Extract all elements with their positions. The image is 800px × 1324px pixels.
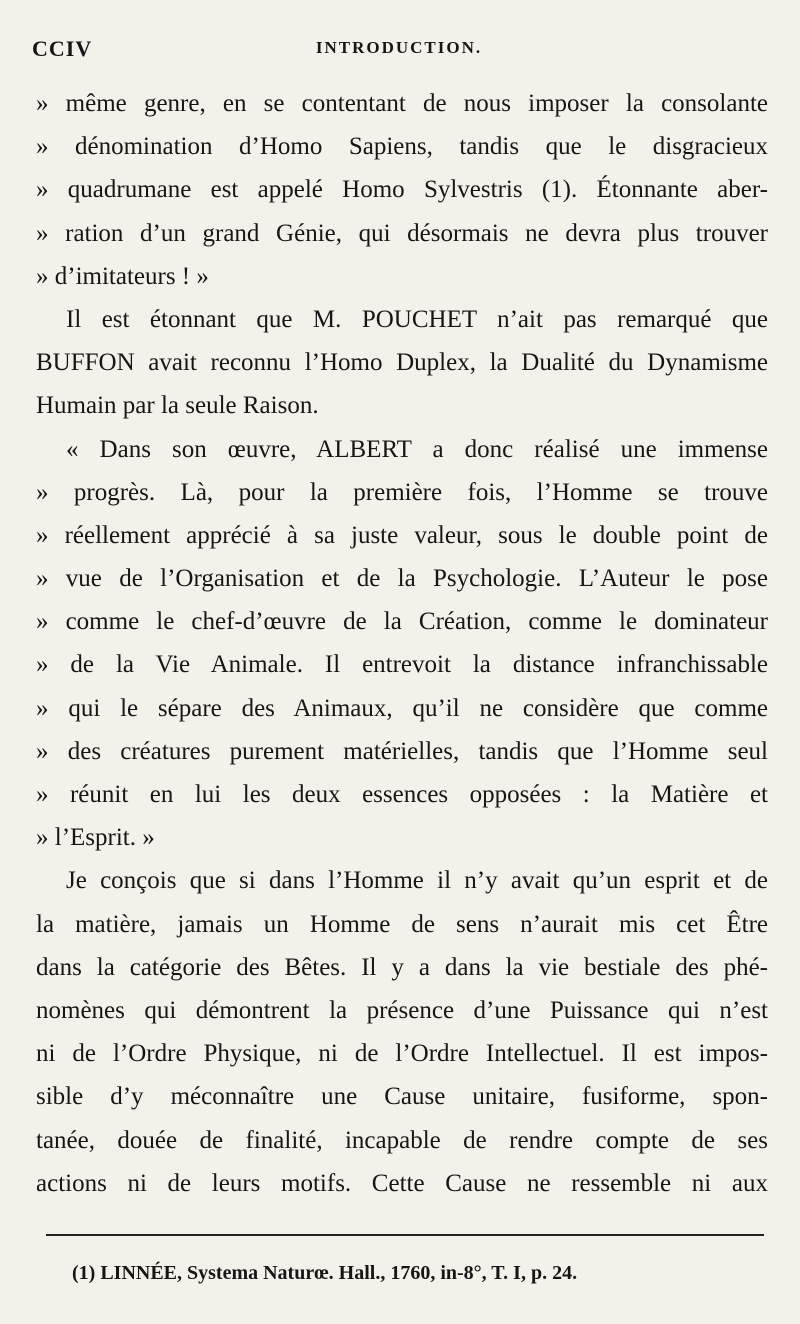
text-line: » comme le chef-d’œuvre de la Création, comme le dominateur [36,608,768,636]
text-line: » même genre, en se contentant de nous imposer la consolante [36,90,768,117]
text-line: » d’imitateurs ! » [36,262,209,290]
text-line: « Dans son œuvre, ALBERT a donc réalisé une immense [66,435,768,463]
text-line: » des créatures purement matérielles, tandis que l’Homme seul [36,737,768,765]
text-line: Je conçois que si dans l’Homme il n’y avait qu’un esprit et de [66,867,768,895]
page-header [32,36,766,64]
text-line: ni de l’Ordre Physique, ni de l’Ordre Intellectuel. Il est impos- [36,1040,768,1068]
text-line: » de la Vie Animale. Il entrevoit la distance infranchissable [36,651,768,679]
running-title: INTRODUCTION. [315,38,483,57]
text-line: sible d’y méconnaître une Cause unitaire, fusiforme, spon- [36,1083,768,1111]
text-line: Humain par la seule Raison. [36,392,319,420]
text-line: BUFFON avait reconnu l’Homo Duplex, la Dualité du Dynamisme [36,349,768,377]
text-line: Il est étonnant que M. POUCHET n’ait pas remarqué que [66,305,768,333]
text-line: actions ni de leurs motifs. Cette Cause ne ressemble ni aux [36,1169,768,1197]
text-line: » réellement apprécié à sa juste valeur, sous le double point de [36,521,768,549]
body-text [36,82,768,1205]
footnote-rule [46,1234,764,1236]
text-line: » quadrumane est appelé Homo Sylvestris (1). Étonnante aber- [36,176,768,204]
page-number: CCIV [32,36,93,61]
text-line: dans la catégorie des Bêtes. Il y a dans la vie bestiale des phé- [36,953,768,981]
text-line: » l’Esprit. » [36,824,155,852]
text-line: » progrès. Là, pour la première fois, l’Homme se trouve [36,478,768,506]
text-line: » ration d’un grand Génie, qui désormais ne devra plus trouver [36,219,768,247]
text-line: tanée, douée de finalité, incapable de rendre compte de ses [36,1126,768,1154]
text-line: nomènes qui démontrent la présence d’une Puissance qui n’est [36,996,768,1024]
text-line: la matière, jamais un Homme de sens n’aurait mis cet Être [36,910,768,938]
text-line: » dénomination d’Homo Sapiens, tandis que le disgracieux [36,133,768,161]
text-line: » vue de l’Organisation et de la Psychologie. L’Auteur le pose [36,565,768,593]
text-line: » réunit en lui les deux essences opposées : la Matière et [36,781,768,808]
footnote: (1) LINNÉE, Systema Naturœ. Hall., 1760, in-8°, T. I, p. 24. [72,1262,578,1284]
text-line: » qui le sépare des Animaux, qu’il ne considère que comme [36,694,768,722]
